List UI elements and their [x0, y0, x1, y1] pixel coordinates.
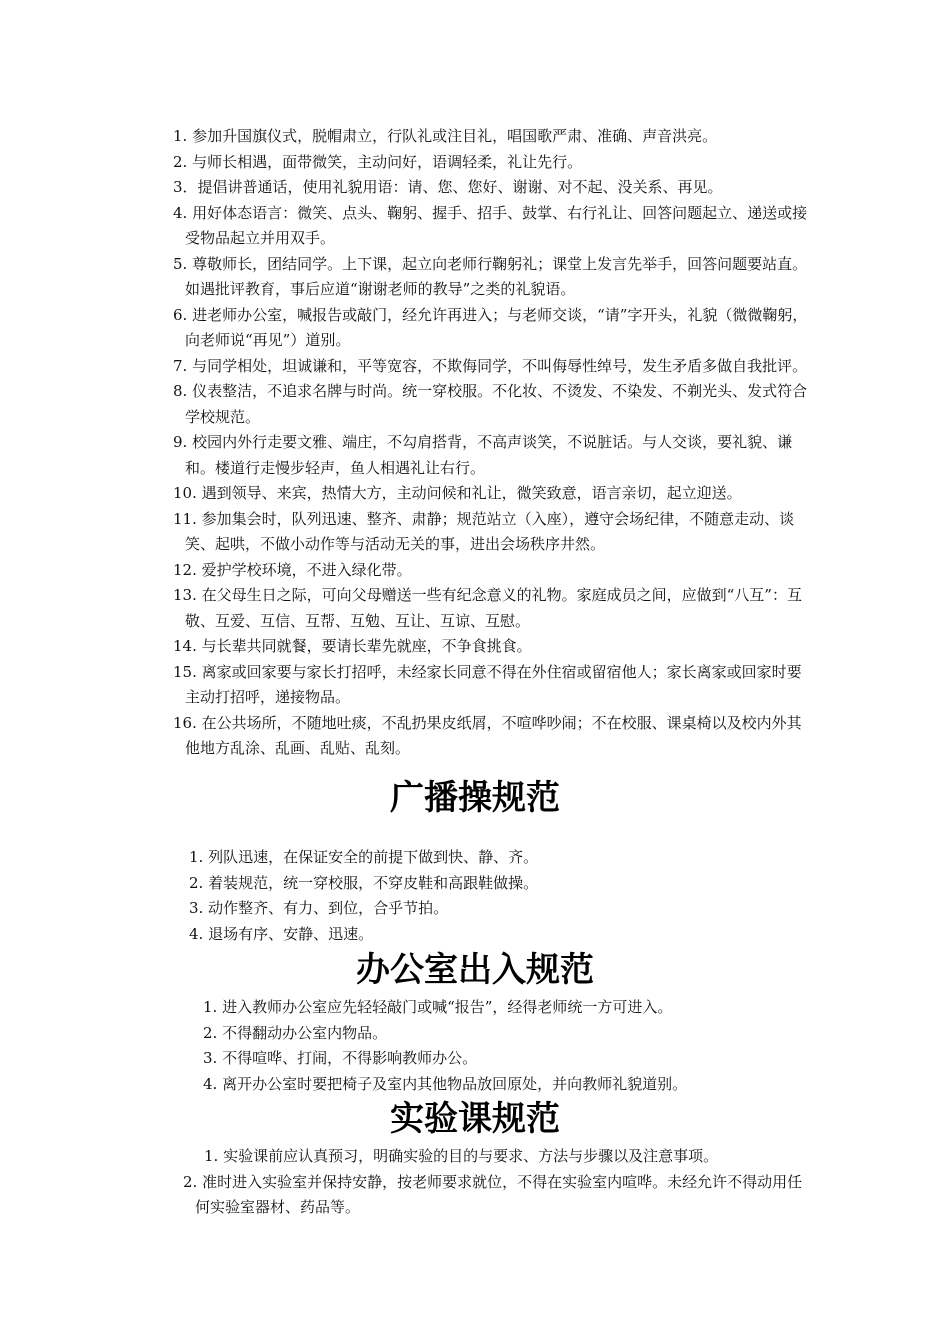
broadcast-item: 1. 列队迅速，在保证安全的前提下做到快、静、齐。: [189, 848, 539, 866]
broadcast-item: 2. 着装规范，统一穿校服，不穿皮鞋和高跟鞋做操。: [189, 873, 539, 892]
rule-item: 10. 遇到领导、来宾，热情大方，主动问候和礼让，微笑致意，语言亲切，起立迎送。: [173, 484, 742, 502]
rule-item: 9. 校园内外行走要文雅、端庄，不勾肩搭背，不高声谈笑，不说脏话。与人交谈，要礼貌、谦和。楼道行走慢步轻声，鱼人相遇礼让右行。: [173, 433, 793, 477]
broadcast-exercise-list: [189, 845, 789, 947]
lab-item: 1. 实验课前应认真预习，明确实验的目的与要求、方法与步骤以及注意事项。: [204, 1147, 719, 1165]
etiquette-rules-list: [173, 124, 813, 762]
broadcast-item: 3. 动作整齐、有力、到位，合乎节拍。: [189, 899, 449, 917]
lab-class-list: [183, 1144, 813, 1221]
broadcast-exercise-heading: 广播操规范: [390, 778, 560, 818]
rule-item: 12. 爱护学校环境，不进入绿化带。: [173, 560, 412, 579]
office-entry-list: [203, 995, 803, 1097]
office-item: 2. 不得翻动办公室内物品。: [203, 1023, 388, 1042]
rule-item: 3．提倡讲普通话，使用礼貌用语：请、您、您好、谢谢、对不起、没关系、再见。: [173, 178, 723, 196]
rule-item: 6. 进老师办公室，喊报告或敲门，经允许再进入；与老师交谈，“请”字开头，礼貌（微微鞠躬，向老师说“再见”）道别。: [173, 305, 808, 349]
rule-item: 1. 参加升国旗仪式，脱帽肃立，行队礼或注目礼，唱国歌严肃、准确、声音洪亮。: [173, 127, 718, 145]
lab-item: 2. 准时进入实验室并保持安静，按老师要求就位，不得在实验室内喧哗。未经允许不得动用任何实验室器材、药品等。: [183, 1172, 803, 1216]
office-entry-heading: 办公室出入规范: [356, 950, 594, 990]
rule-item: 13. 在父母生日之际，可向父母赠送一些有纪念意义的礼物。家庭成员之间，应做到“八互”：互敬、互爱、互信、互帮、互勉、互让、互谅、互慰。: [173, 586, 802, 630]
rule-item: 15. 离家或回家要与家长打招呼，未经家长同意不得在外住宿或留宿他人；家长离家或回家时要主动打招呼，递接物品。: [173, 662, 802, 706]
rule-item: 14. 与长辈共同就餐，要请长辈先就座，不争食挑食。: [173, 637, 532, 655]
lab-class-heading: 实验课规范: [390, 1099, 560, 1139]
office-item: 3. 不得喧哗、打闹，不得影响教师办公。: [203, 1049, 478, 1067]
office-item: 1. 进入教师办公室应先轻轻敲门或喊“报告”，经得老师统一方可进入。: [203, 998, 673, 1016]
rule-item: 16. 在公共场所，不随地吐痰，不乱扔果皮纸屑，不喧哗吵闹；不在校服、课桌椅以及校内外其他地方乱涂、乱画、乱贴、乱刻。: [173, 713, 802, 757]
office-item: 4. 离开办公室时要把椅子及室内其他物品放回原处，并向教师礼貌道别。: [203, 1074, 688, 1093]
broadcast-item: 4. 退场有序、安静、迅速。: [189, 924, 374, 943]
rule-item: 4. 用好体态语言：微笑、点头、鞠躬、握手、招手、鼓掌、右行礼让、回答问题起立、递送或接受物品起立并用双手。: [173, 203, 808, 247]
rule-item: 5. 尊敬师长，团结同学。上下课，起立向老师行鞠躬礼；课堂上发言先举手，回答问题要站直。如遇批评教育，事后应道“谢谢老师的教导”之类的礼貌语。: [173, 254, 808, 298]
rule-item: 7. 与同学相处，坦诚谦和，平等宽容，不欺侮同学，不叫侮辱性绰号，发生矛盾多做自我批评。: [173, 356, 808, 375]
rule-item: 2. 与师长相遇，面带微笑，主动问好，语调轻柔，礼让先行。: [173, 152, 583, 171]
rule-item: 8. 仪表整洁，不追求名牌与时尚。统一穿校服。不化妆、不烫发、不染发、不剃光头、发式符合学校规范。: [173, 382, 808, 426]
rule-item: 11. 参加集会时，队列迅速、整齐、肃静；规范站立（入座），遵守会场纪律，不随意走动、谈笑、起哄，不做小动作等与活动无关的事，进出会场秩序井然。: [173, 509, 795, 553]
